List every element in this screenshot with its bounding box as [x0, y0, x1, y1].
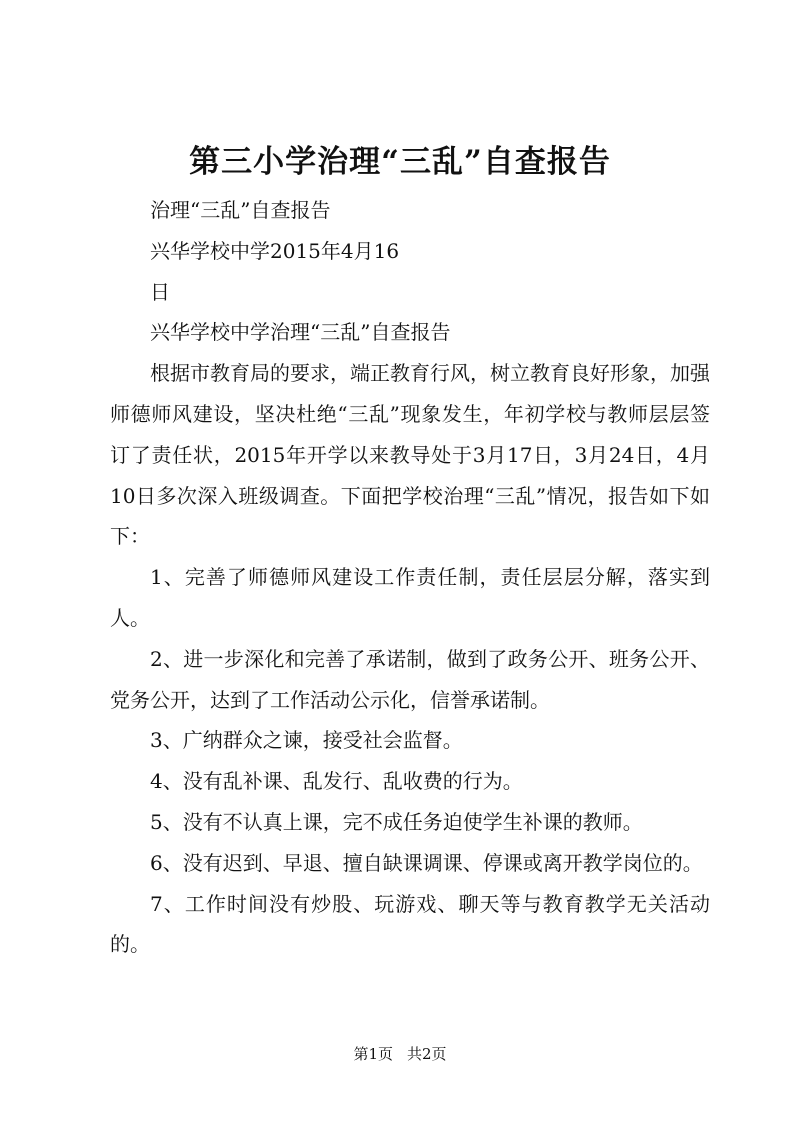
paragraph-item-1: 1、完善了师德师风建设工作责任制，责任层层分解，落实到人。	[110, 565, 710, 630]
paragraph-subtitle: 治理“三乱”自查报告	[150, 198, 331, 222]
paragraph-item-5: 5、没有不认真上课，完不成任务迫使学生补课的教师。	[150, 809, 643, 834]
paragraph-item-7: 7、工作时间没有炒股、玩游戏、聊天等与教育教学无关活动的。	[110, 891, 710, 957]
paragraph-heading: 兴华学校中学治理“三乱”自查报告	[150, 320, 451, 345]
document-body	[110, 190, 710, 965]
paragraph-date-day: 日	[150, 279, 170, 304]
paragraph-item-2: 2、进一步深化和完善了承诺制，做到了政务公开、班务公开、党务公开，达到了工作活动公示化，信誉承诺制。	[110, 646, 710, 712]
paragraph-item-4: 4、没有乱补课、乱发行、乱收费的行为。	[150, 769, 523, 794]
page-footer	[0, 1044, 800, 1064]
paragraph-item-6: 6、没有迟到、早退、擅自缺课调课、停课或离开教学岗位的。	[150, 850, 703, 875]
page-total: 共2页	[407, 1045, 447, 1063]
page-number: 第1页	[353, 1045, 393, 1063]
paragraph-intro: 根据市教育局的要求，端正教育行风，树立教育良好形象，加强师德师风建设，坚决杜绝“三乱”现象发生，年初学校与教师层层签订了责任状，2015年开学以来教导处于3月17日，3月24日，4月10日多次深入班级调查。下面把学校治理“三乱”情况，报告如下如下：	[110, 361, 710, 549]
paragraph-author-date: 兴华学校中学2015年4月16	[150, 238, 400, 263]
paragraph-item-3: 3、广纳群众之谏，接受社会监督。	[150, 728, 463, 753]
document-title: 第三小学治理“三乱”自查报告	[189, 144, 611, 180]
